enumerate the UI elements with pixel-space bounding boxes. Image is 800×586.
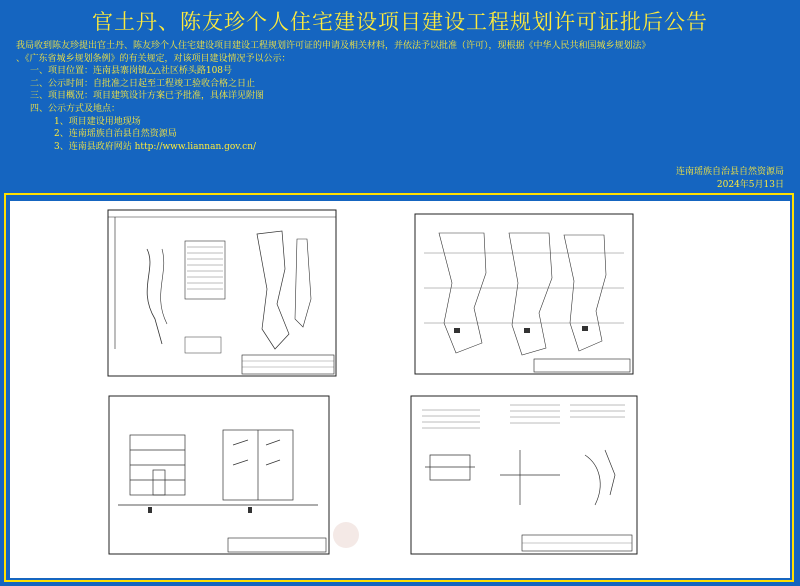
drawing-floor-plans[interactable] [414, 213, 634, 375]
notice-title: 官土丹、陈友珍个人住宅建设项目建设工程规划许可证批后公告 [92, 10, 708, 34]
notice-line: 二、公示时间：自批准之日起至工程竣工验收合格之日止 [30, 78, 256, 89]
notice-line: 、《广东省城乡规划条例》的有关规定，对该项目建设情况予以公示： [16, 53, 291, 64]
drawing-site-plan[interactable] [107, 209, 337, 377]
notice-body [16, 40, 786, 153]
notice-line: 四、公示方式及地点： [30, 103, 121, 114]
signer-name: 连南瑶族自治县自然资源局 [675, 167, 784, 177]
drawing-elevations[interactable] [108, 395, 330, 555]
notice-link-line[interactable]: 3、连南县政府网站 http://www.liannan.gov.cn/ [54, 141, 257, 152]
notice-signature [676, 166, 784, 192]
notice-date: 2024年5月13日 [716, 180, 784, 190]
notice-line: 一、项目位置：连南县寨岗镇△△社区桥头路108号 [30, 66, 233, 77]
drawing-details[interactable] [410, 395, 638, 555]
notice-line: 三、项目概况：项目建筑设计方案已予批准，具体详见附图 [30, 91, 265, 102]
watermark-blob [333, 522, 359, 548]
notice-line: 我局收到陈友珍提出官土丹、陈友珍个人住宅建设项目建设工程规划许可证的申请及相关材料，并依法予以批准（许可），现根据《中华人民共和国城乡规划法》 [16, 41, 651, 51]
notice-line: 1、项目建设用地现场 [54, 116, 141, 127]
notice-line: 2、连南瑶族自治县自然资源局 [54, 129, 177, 140]
